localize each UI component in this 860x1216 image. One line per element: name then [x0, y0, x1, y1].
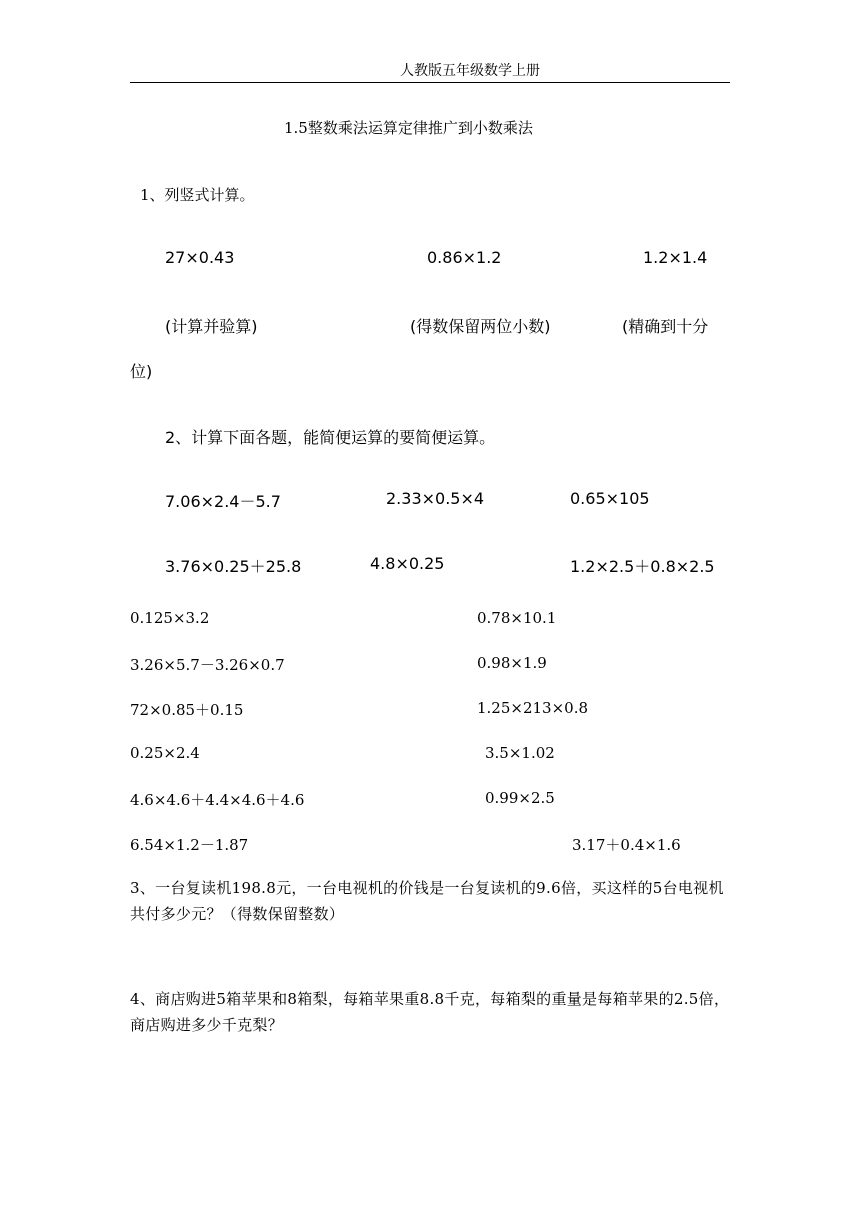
section2-problem: 0.99×2.5 [485, 789, 555, 807]
section2-problem: 72×0.85＋0.15 [130, 701, 244, 719]
section2-problem: 4.8×0.25 [370, 554, 445, 573]
section2-problem: 0.78×10.1 [477, 609, 557, 627]
section1-note: (计算并验算) [165, 317, 258, 336]
section1-problem: 1.2×1.4 [643, 248, 708, 267]
section1-problem: 27×0.43 [165, 248, 235, 267]
section1-problem: 0.86×1.2 [427, 248, 502, 267]
section2-heading: 2、计算下面各题，能简便运算的要简便运算。 [165, 428, 496, 447]
section2-problem: 3.17＋0.4×1.6 [572, 836, 681, 854]
section2-problem: 1.25×213×0.8 [477, 699, 589, 717]
section2-problem: 3.5×1.02 [485, 744, 555, 762]
section1-note: (得数保留两位小数) [410, 317, 551, 336]
section2-problem: 1.2×2.5＋0.8×2.5 [570, 557, 715, 576]
section2-problem: 2.33×0.5×4 [386, 489, 485, 508]
section2-problem: 0.65×105 [570, 489, 650, 508]
section2-problem: 4.6×4.6＋4.4×4.6＋4.6 [130, 791, 305, 809]
section2-problem: 3.76×0.25＋25.8 [165, 557, 302, 576]
section2-problem: 0.125×3.2 [130, 609, 210, 627]
section4-word-problem: 4、商店购进5箱苹果和8箱梨，每箱苹果重8.8千克，每箱梨的重量是每箱苹果的2.5倍，商店购进多少千克梨？ [130, 990, 730, 1034]
section1-note: (精确到十分 [622, 317, 709, 336]
section1-heading: 1、列竖式计算。 [140, 186, 255, 204]
header-divider [130, 82, 730, 83]
section2-problem: 6.54×1.2－1.87 [130, 836, 249, 854]
section2-problem: 0.25×2.4 [130, 744, 200, 762]
section2-problem: 3.26×5.7－3.26×0.7 [130, 656, 285, 674]
section2-problem: 0.98×1.9 [477, 654, 547, 672]
section3-word-problem: 3、一台复读机198.8元，一台电视机的价钱是一台复读机的9.6倍，买这样的5台电视机共付多少元？（得数保留整数） [130, 879, 724, 923]
page-header: 人教版五年级数学上册 [400, 63, 540, 79]
page-title: 1.5整数乘法运算定律推广到小数乘法 [284, 119, 533, 137]
section2-problem: 7.06×2.4－5.7 [165, 492, 281, 511]
section1-note-wrap: 位) [130, 362, 153, 381]
